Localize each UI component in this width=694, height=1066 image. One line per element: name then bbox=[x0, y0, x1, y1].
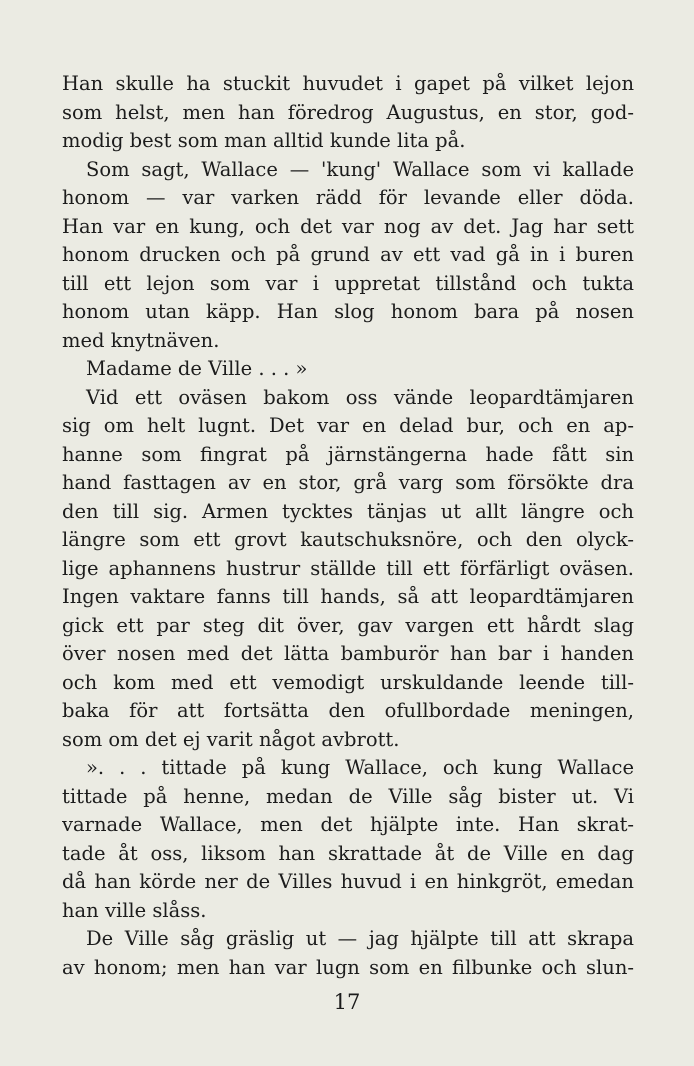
text-line: av honom; men han var lugn som en filbunke och slun- bbox=[62, 955, 634, 979]
text-line: honom utan käpp. Han slog honom bara på nosen bbox=[62, 300, 634, 323]
text-line: Madame de Ville . . . » bbox=[86, 357, 308, 380]
text-line: Ingen vaktare fanns till hands, så att leopardtämjaren bbox=[62, 585, 634, 608]
text-line: honom drucken och på grund av ett vad gå in i buren bbox=[62, 243, 634, 266]
text-line: tade åt oss, liksom han skrattade åt de Ville en dag bbox=[62, 841, 634, 865]
text-line: som helst, men han föredrog Augustus, en stor, god- bbox=[62, 100, 634, 124]
text-line: gick ett par steg dit över, gav vargen ett hårdt slag bbox=[62, 613, 634, 637]
text-line: sig om helt lugnt. Det var en delad bur, och en ap- bbox=[62, 414, 634, 437]
text-line: modig best som man alltid kunde lita på. bbox=[62, 129, 466, 152]
text-line: tittade på henne, medan de Ville såg bister ut. Vi bbox=[62, 784, 634, 808]
text-line: ». . . tittade på kung Wallace, och kung Wallace bbox=[86, 756, 634, 779]
text-line: den till sig. Armen tycktes tänjas ut allt längre och bbox=[62, 499, 634, 523]
text-line: Vid ett oväsen bakom oss vände leopardtämjaren bbox=[86, 385, 634, 409]
text-line: med knytnäven. bbox=[62, 328, 220, 352]
text-line: Han var en kung, och det var nog av det. Jag har sett bbox=[62, 214, 634, 238]
text-line: och kom med ett vemodigt urskuldande leende till- bbox=[62, 670, 634, 694]
page-number: 17 bbox=[333, 990, 361, 1014]
text-line: varnade Wallace, men det hjälpte inte. Han skrat- bbox=[62, 813, 634, 836]
text-line: lige aphannens hustrur ställde till ett förfärligt oväsen. bbox=[62, 556, 634, 580]
text-line: hand fasttagen av en stor, grå varg som försökte dra bbox=[62, 471, 634, 494]
text-line: som om det ej varit något avbrott. bbox=[62, 727, 400, 751]
text-line: han ville slåss. bbox=[62, 898, 207, 922]
text-line: hanne som fingrat på järnstängerna hade fått sin bbox=[62, 442, 634, 466]
text-line: baka för att fortsätta den ofullbordade meningen, bbox=[62, 699, 634, 722]
text-line: längre som ett grovt kautschuksnöre, och den olyck- bbox=[62, 528, 634, 551]
body-text bbox=[62, 70, 634, 982]
text-line: Som sagt, Wallace — 'kung' Wallace som vi kallade bbox=[86, 157, 634, 181]
text-line: honom — var varken rädd för levande eller döda. bbox=[62, 186, 634, 209]
text-line: Han skulle ha stuckit huvudet i gapet på vilket lejon bbox=[62, 72, 634, 95]
text-line: över nosen med det lätta bamburör han bar i handen bbox=[62, 642, 634, 665]
text-line: De Ville såg gräslig ut — jag hjälpte till att skrapa bbox=[86, 927, 634, 950]
text-line: då han körde ner de Villes huvud i en hinkgröt, emedan bbox=[62, 870, 634, 893]
text-line: till ett lejon som var i uppretat tillstånd och tukta bbox=[62, 271, 634, 295]
